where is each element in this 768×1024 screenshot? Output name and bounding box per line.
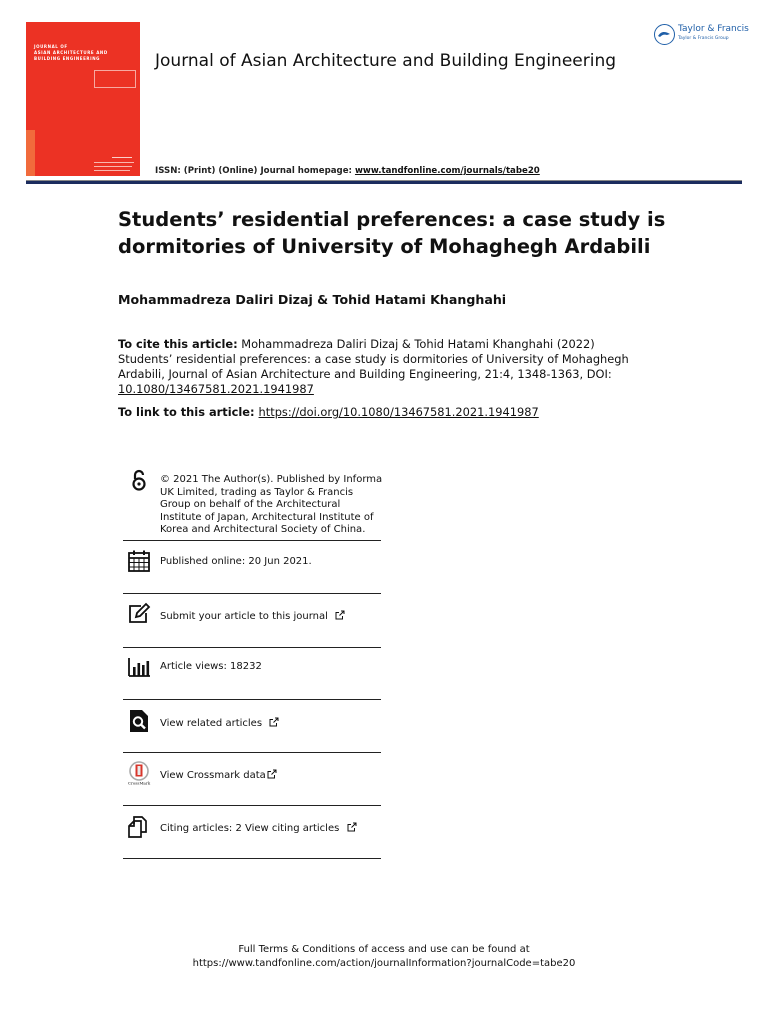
publisher-logo[interactable] [654, 22, 749, 46]
citing-articles-link[interactable] [160, 822, 384, 836]
article-views-text: Article views: 18232 [160, 661, 262, 672]
cover-seal [112, 152, 132, 158]
article-meta-list [123, 466, 381, 859]
cover-issue-box [94, 70, 136, 88]
footer-terms-url[interactable]: https://www.tandfonline.com/action/journalInformation?journalCode=tabe20 [192, 958, 576, 969]
citation-block [118, 337, 648, 397]
crossmark-link[interactable] [160, 769, 384, 783]
terms-footer [0, 943, 768, 971]
crossmark-item[interactable] [123, 753, 381, 806]
crossmark-label: View Crossmark data [160, 770, 266, 781]
cover-title-line: ASIAN ARCHITECTURE AND [34, 50, 108, 55]
journal-title: Journal of Asian Architecture and Building Engineering [155, 51, 617, 71]
issn-line [155, 166, 540, 176]
issn-label: ISSN: (Print) (Online) Journal homepage: [155, 166, 355, 176]
header-divider [26, 181, 742, 184]
crossmark-icon [127, 761, 151, 785]
citing-articles-item[interactable] [123, 806, 381, 859]
cover-line [94, 162, 134, 163]
article-authors: Mohammadreza Daliri Dizaj & Tohid Hatami Khanghahi [118, 292, 507, 307]
open-access-item [123, 466, 381, 541]
cover-strip [26, 130, 35, 176]
citing-articles-icon [127, 815, 151, 839]
cover-title-line: JOURNAL OF [34, 44, 68, 49]
related-articles-icon [127, 709, 151, 733]
cite-text: Mohammadreza Daliri Dizaj & Tohid Hatami Khanghahi (2022) Students’ residential preferences: a case study is dormitories of University of Mohaghegh Ardabili, Journal of Asian Architecture and Building Engineering, 21:4, 1348-1363, DOI: [118, 337, 629, 381]
bar-chart-icon [127, 655, 151, 679]
link-label: To link to this article: [118, 405, 255, 419]
external-link-icon [269, 717, 279, 727]
publisher-logo-icon [654, 24, 675, 45]
article-doi-link[interactable]: https://doi.org/10.1080/13467581.2021.1941987 [258, 405, 539, 419]
published-item [123, 541, 381, 594]
external-link-icon [267, 769, 277, 779]
published-date-text: Published online: 20 Jun 2021. [160, 556, 312, 567]
open-access-icon [127, 468, 151, 492]
publisher-name: Taylor & Francis [678, 24, 749, 34]
article-link-line [118, 405, 539, 419]
calendar-icon [127, 549, 151, 573]
external-link-icon [335, 610, 345, 620]
related-articles-item[interactable] [123, 700, 381, 753]
publisher-group: Taylor & Francis Group [678, 36, 729, 41]
external-link-icon [347, 822, 357, 832]
journal-cover-image [26, 22, 140, 176]
related-articles-label: View related articles [160, 718, 263, 729]
edit-icon [127, 602, 151, 626]
cite-doi-link[interactable]: 10.1080/13467581.2021.1941987 [118, 382, 314, 396]
journal-homepage-link[interactable]: www.tandfonline.com/journals/tabe20 [354, 166, 540, 176]
crossmark-icon-label: CrossMark [127, 780, 151, 785]
cover-title [34, 44, 134, 62]
open-access-text: © 2021 The Author(s). Published by Informa UK Limited, trading as Taylor & Francis Group on behalf of the Architectural Institute of Japan, Architectural Institute of Korea and Architectural Society of China. [160, 474, 383, 535]
cover-line [94, 166, 132, 167]
submit-article-link[interactable] [160, 610, 384, 624]
article-title: Students’ residential preferences: a case study is dormitories of University of Mohaghegh Ardabili [118, 208, 666, 258]
cover-title-line: BUILDING ENGINEERING [34, 56, 101, 61]
citing-articles-label: Citing articles: 2 View citing articles [160, 823, 340, 834]
views-item [123, 648, 381, 700]
submit-article-item[interactable] [123, 594, 381, 648]
cite-label: To cite this article: [118, 337, 238, 351]
cover-bottom-band [26, 130, 140, 176]
cover-line [94, 170, 130, 171]
submit-article-label: Submit your article to this journal [160, 611, 328, 622]
footer-terms-text: Full Terms & Conditions of access and use can be found at [238, 944, 530, 955]
related-articles-link[interactable] [160, 717, 384, 731]
